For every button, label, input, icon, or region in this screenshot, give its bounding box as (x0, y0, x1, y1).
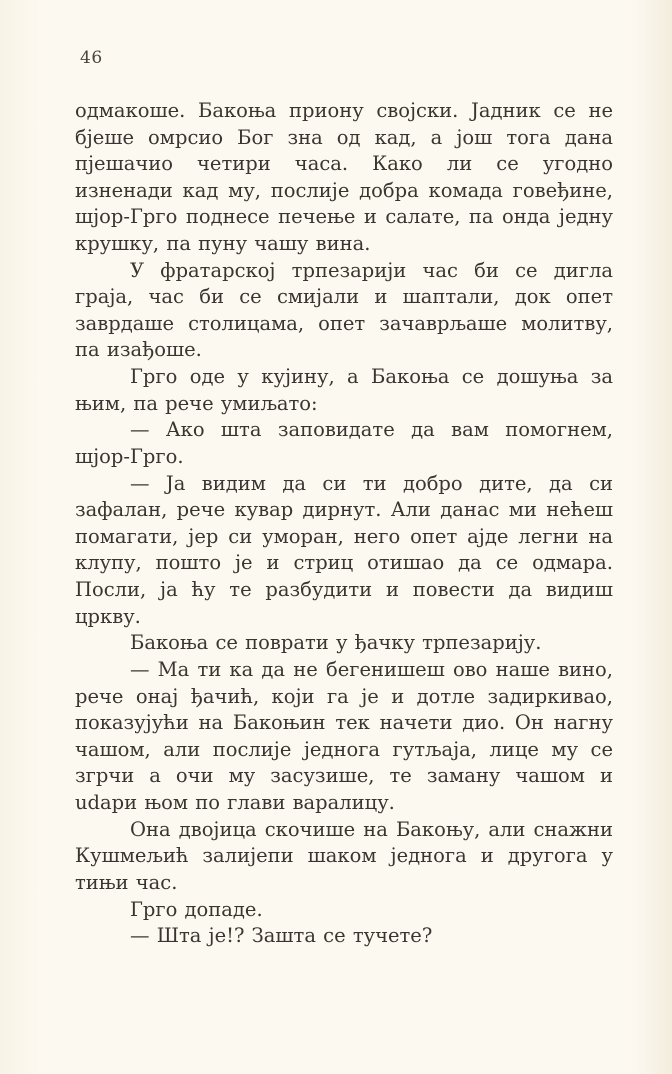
page-number: 46 (80, 48, 103, 68)
paragraph: Бакоња се поврати у ђачку трпезарију. (130, 631, 542, 655)
paragraph: Грго допаде. (130, 897, 263, 921)
dialogue-line: — Ја видим да си ти добро дите, да си зафалан, рече кувар дирнут. Али данас ми нећеш помагати, јер си уморан, него опет ајде легни на клупу, пошто је и стриц отишао да се одмара. Посли, ја ћу те разбудити и повести да видиш цркву. (75, 471, 613, 628)
dialogue-line: — Ма ти ка да не бегенишеш ово наше вино, рече онај ђачић, који га је и дотле задиркивао, показујући на Бакоњин тек начети дио. Он нагну чашом, али послије једнога гутљаја, лице му се згрчи а очи му засузише, те заману чашом и udари њом по глави варалицу. (75, 658, 613, 814)
paragraph: Грго оде у кујину, а Бакоња се дошуња за њим, па рече умиљато: (75, 365, 613, 415)
paragraph: одмакоше. Бакоња приону својски. Јадник се не бјеше омрсио Бог зна од кад, а још тога дана пјешачио четири часа. Како ли се угодно изненади кад му, послије добра комада говеђине, шјор-Грго поднесе печење и салате, па онда једну крушку, па пуну чашу вина. (75, 99, 613, 255)
paragraph: Она двојица скочише на Бакоњу, али снажни Кушмељић залијепи шаком једнога и другога у тињи час. (75, 817, 613, 894)
body-text (75, 98, 613, 950)
paragraph: У фратарској трпезарији час би се дигла граја, час би се смијали и шаптали, док опет заврдаше столицама, опет зачаврљаше молитву, па изађоше. (75, 258, 613, 362)
dialogue-line: — Ако шта заповидате да вам помогнем, шјор-Грго. (75, 418, 613, 468)
dialogue-line: — Шта је!? Зашта се тучете? (130, 924, 433, 948)
